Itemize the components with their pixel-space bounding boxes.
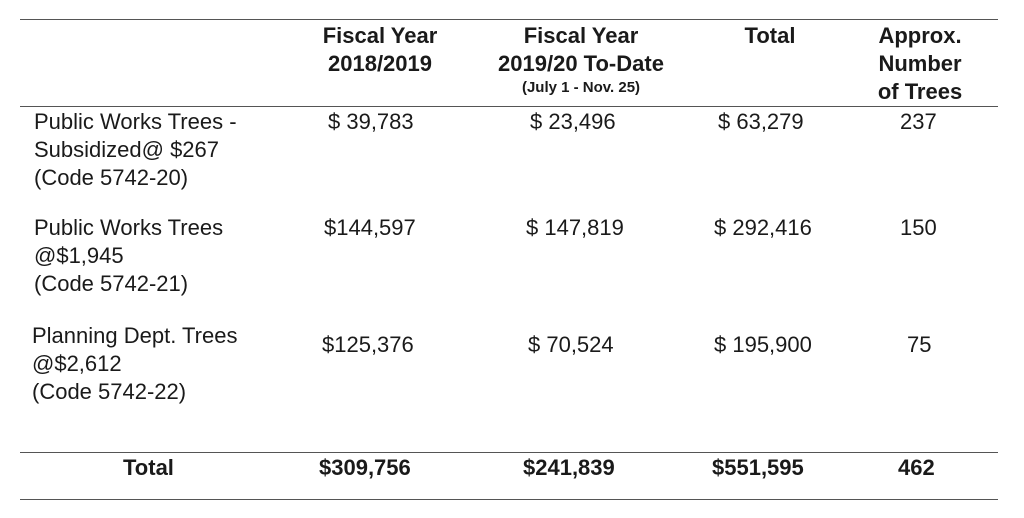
- row-fy2019-amount: $ 23,496: [530, 109, 616, 134]
- header-total: Total: [744, 23, 796, 48]
- row-fy2019-amount: $ 70,524: [528, 332, 614, 357]
- totals-top-rule: [20, 452, 998, 453]
- header-date-range: (July 1 - Nov. 25): [521, 79, 641, 96]
- row-total-amount: $ 292,416: [714, 215, 812, 240]
- header-fiscal-year-2019-to-date: Fiscal Year 2019/20 To-Date (July 1 - Nov. 25): [470, 22, 692, 98]
- row-tree-count: 150: [900, 215, 937, 240]
- row-tree-count: 237: [900, 109, 937, 134]
- header-fiscal-year-2018: Fiscal Year 2018/2019: [322, 23, 438, 76]
- row-description: Public Works Trees - Subsidized@ $267 (Code 5742-20): [34, 109, 237, 190]
- row-tree-count: 75: [907, 332, 932, 357]
- totals-tree-count: 462: [898, 455, 935, 480]
- top-rule: [20, 19, 998, 20]
- row-fy2018-amount: $125,376: [322, 332, 414, 357]
- header-rule: [20, 106, 998, 107]
- row-description: Public Works Trees @$1,945 (Code 5742-21): [34, 215, 224, 296]
- totals-label: Total: [123, 455, 174, 480]
- row-total-amount: $ 63,279: [718, 109, 804, 134]
- totals-fy2018: $309,756: [319, 455, 411, 480]
- bottom-rule: [20, 499, 998, 500]
- row-description: Planning Dept. Trees @$2,612 (Code 5742-22): [32, 323, 238, 404]
- totals-fy2019: $241,839: [523, 455, 615, 480]
- row-fy2018-amount: $144,597: [324, 215, 416, 240]
- row-total-amount: $ 195,900: [714, 332, 812, 357]
- row-fy2018-amount: $ 39,783: [328, 109, 414, 134]
- header-approx-number-of-trees: Approx. Number of Trees: [877, 23, 963, 104]
- row-fy2019-amount: $ 147,819: [526, 215, 624, 240]
- totals-grand-total: $551,595: [712, 455, 804, 480]
